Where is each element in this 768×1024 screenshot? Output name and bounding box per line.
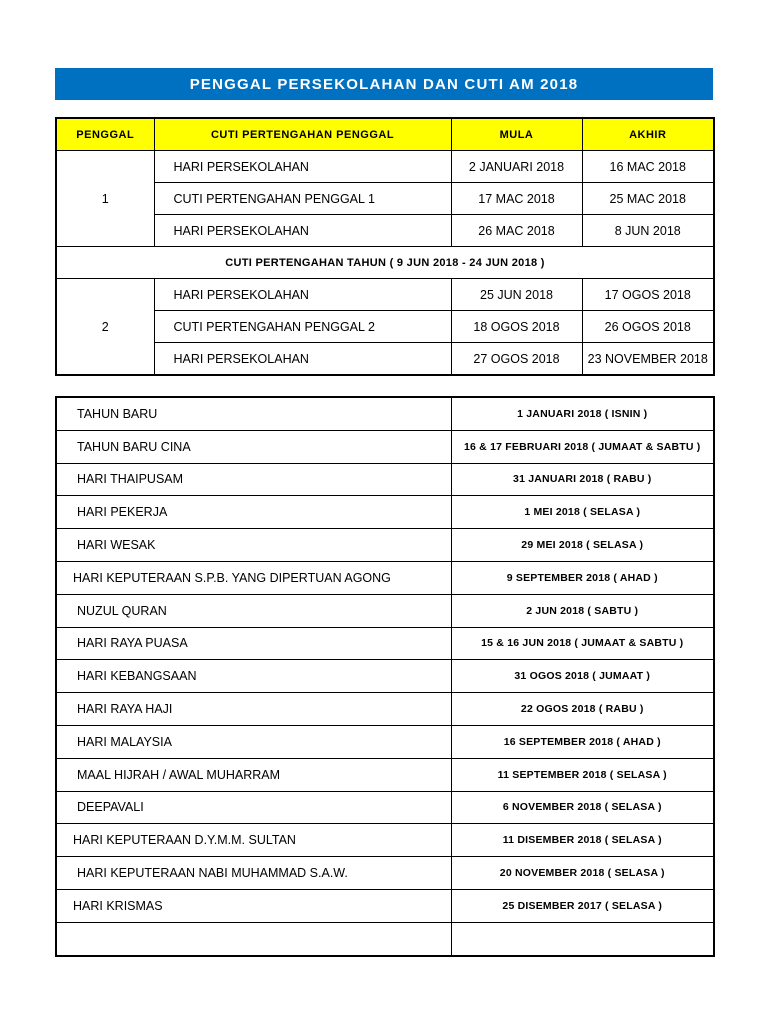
activity-cell: HARI PERSEKOLAHAN — [154, 151, 451, 183]
term-table — [55, 117, 715, 376]
holiday-name: TAHUN BARU CINA — [56, 430, 451, 463]
holiday-date: 25 DISEMBER 2017 ( SELASA ) — [451, 889, 714, 922]
table-row — [56, 311, 714, 343]
table-row — [56, 183, 714, 215]
table-row — [56, 824, 714, 857]
start-date-cell: 25 JUN 2018 — [451, 279, 582, 311]
table-row — [56, 660, 714, 693]
table-row — [56, 215, 714, 247]
holiday-name: HARI KRISMAS — [56, 889, 451, 922]
table-row — [56, 693, 714, 726]
holiday-name: HARI THAIPUSAM — [56, 463, 451, 496]
empty-cell — [451, 922, 714, 955]
table-row — [56, 791, 714, 824]
activity-cell: HARI PERSEKOLAHAN — [154, 279, 451, 311]
mid-year-break: CUTI PERTENGAHAN TAHUN ( 9 JUN 2018 - 24 JUN 2018 ) — [56, 247, 714, 279]
holiday-name: HARI KEBANGSAAN — [56, 660, 451, 693]
holiday-date: 2 JUN 2018 ( SABTU ) — [451, 594, 714, 627]
end-date-cell: 8 JUN 2018 — [582, 215, 714, 247]
holiday-name: HARI PEKERJA — [56, 496, 451, 529]
table-row — [56, 463, 714, 496]
table-row — [56, 561, 714, 594]
holiday-name: DEEPAVALI — [56, 791, 451, 824]
holiday-name: HARI MALAYSIA — [56, 725, 451, 758]
end-date-cell: 25 MAC 2018 — [582, 183, 714, 215]
holiday-date: 1 JANUARI 2018 ( ISNIN ) — [451, 397, 714, 430]
start-date-cell: 27 OGOS 2018 — [451, 343, 582, 376]
holiday-date: 20 NOVEMBER 2018 ( SELASA ) — [451, 857, 714, 890]
holiday-table — [55, 396, 715, 957]
end-date-cell: 17 OGOS 2018 — [582, 279, 714, 311]
holiday-name: HARI KEPUTERAAN S.P.B. YANG DIPERTUAN AGONG — [56, 561, 451, 594]
header-penggal: PENGGAL — [56, 118, 154, 151]
end-date-cell: 23 NOVEMBER 2018 — [582, 343, 714, 376]
table-row — [56, 397, 714, 430]
term-number: 2 — [56, 279, 154, 376]
table-row — [56, 151, 714, 183]
holiday-date: 31 OGOS 2018 ( JUMAAT ) — [451, 660, 714, 693]
holiday-name: HARI RAYA PUASA — [56, 627, 451, 660]
holiday-date: 15 & 16 JUN 2018 ( JUMAAT & SABTU ) — [451, 627, 714, 660]
activity-cell: CUTI PERTENGAHAN PENGGAL 2 — [154, 311, 451, 343]
holiday-date: 11 SEPTEMBER 2018 ( SELASA ) — [451, 758, 714, 791]
holiday-name: MAAL HIJRAH / AWAL MUHARRAM — [56, 758, 451, 791]
holiday-name: TAHUN BARU — [56, 397, 451, 430]
table-row — [56, 496, 714, 529]
start-date-cell: 17 MAC 2018 — [451, 183, 582, 215]
holiday-date: 6 NOVEMBER 2018 ( SELASA ) — [451, 791, 714, 824]
holiday-name: HARI RAYA HAJI — [56, 693, 451, 726]
table-row — [56, 279, 714, 311]
table-row — [56, 343, 714, 376]
holiday-name: HARI KEPUTERAAN D.Y.M.M. SULTAN — [56, 824, 451, 857]
holiday-name: NUZUL QURAN — [56, 594, 451, 627]
header-akhir: AKHIR — [582, 118, 714, 151]
holiday-date: 11 DISEMBER 2018 ( SELASA ) — [451, 824, 714, 857]
table-row — [56, 889, 714, 922]
page-title: PENGGAL PERSEKOLAHAN DAN CUTI AM 2018 — [55, 68, 713, 100]
header-cuti: CUTI PERTENGAHAN PENGGAL — [154, 118, 451, 151]
table-row — [56, 430, 714, 463]
holiday-name: HARI WESAK — [56, 529, 451, 562]
holiday-date: 16 SEPTEMBER 2018 ( AHAD ) — [451, 725, 714, 758]
holiday-date: 22 OGOS 2018 ( RABU ) — [451, 693, 714, 726]
holiday-date: 1 MEI 2018 ( SELASA ) — [451, 496, 714, 529]
header-mula: MULA — [451, 118, 582, 151]
holiday-name: HARI KEPUTERAAN NABI MUHAMMAD S.A.W. — [56, 857, 451, 890]
table-row — [56, 758, 714, 791]
table-row — [56, 627, 714, 660]
table-row — [56, 725, 714, 758]
holiday-date: 29 MEI 2018 ( SELASA ) — [451, 529, 714, 562]
end-date-cell: 16 MAC 2018 — [582, 151, 714, 183]
table-row — [56, 857, 714, 890]
mid-year-row — [56, 247, 714, 279]
table-row — [56, 594, 714, 627]
holiday-date: 31 JANUARI 2018 ( RABU ) — [451, 463, 714, 496]
start-date-cell: 26 MAC 2018 — [451, 215, 582, 247]
term-number: 1 — [56, 151, 154, 247]
table-row-empty — [56, 922, 714, 955]
empty-cell — [56, 922, 451, 955]
holiday-date: 16 & 17 FEBRUARI 2018 ( JUMAAT & SABTU ) — [451, 430, 714, 463]
activity-cell: CUTI PERTENGAHAN PENGGAL 1 — [154, 183, 451, 215]
term-table-header — [56, 118, 714, 151]
table-row — [56, 529, 714, 562]
holiday-date: 9 SEPTEMBER 2018 ( AHAD ) — [451, 561, 714, 594]
start-date-cell: 18 OGOS 2018 — [451, 311, 582, 343]
start-date-cell: 2 JANUARI 2018 — [451, 151, 582, 183]
activity-cell: HARI PERSEKOLAHAN — [154, 343, 451, 376]
activity-cell: HARI PERSEKOLAHAN — [154, 215, 451, 247]
end-date-cell: 26 OGOS 2018 — [582, 311, 714, 343]
